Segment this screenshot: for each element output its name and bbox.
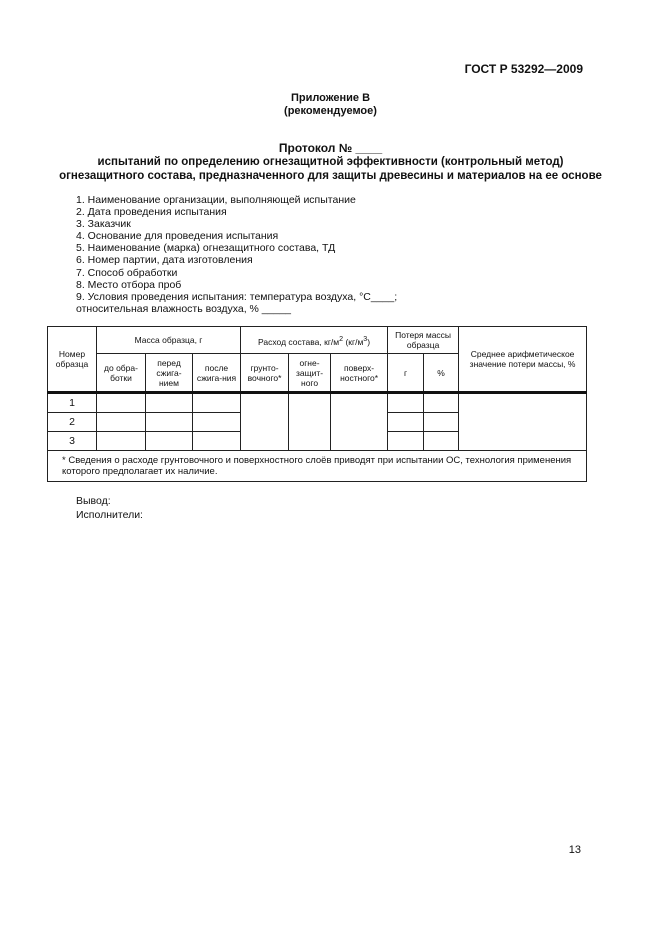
header-cons-primer: грунто-вочного* (241, 354, 289, 393)
header-cons-surface: поверх-ностного* (331, 354, 388, 393)
table-cell (97, 393, 146, 413)
appendix-heading (0, 92, 661, 118)
protocol-title: Протокол № ____ (278, 141, 383, 155)
table-cell (388, 413, 424, 432)
row-number: 3 (48, 432, 97, 451)
condition-item: относительная влажность воздуха, % _____ (76, 302, 292, 315)
table-cell (146, 393, 193, 413)
table-cell (331, 393, 388, 451)
header-sample-mass: Масса образца, г (97, 327, 241, 354)
header-mass-pre-burn: перед сжига-нием (146, 354, 193, 393)
table-cell (388, 432, 424, 451)
header-average-loss: Среднее арифметическое значение потери массы, % (459, 327, 587, 393)
table-cell (424, 432, 459, 451)
table-cell (289, 393, 331, 451)
standard-code: ГОСТ Р 53292—2009 (464, 62, 583, 76)
table-cell (388, 393, 424, 413)
header-mass-post-burn: после сжига-ния (193, 354, 241, 393)
table-cell (97, 413, 146, 432)
table-footnote: * Сведения о расходе грунтовочного и поверхностного слоёв приводят при испытании ОС, технология применения которого предполагает их наличие. (48, 451, 587, 482)
results-table (47, 326, 587, 482)
condition-item: 5. Наименование (марка) огнезащитного состава, ТД (76, 242, 336, 255)
table-cell (193, 413, 241, 432)
header-mass-before: до обра-ботки (97, 354, 146, 393)
test-conditions-list (76, 194, 397, 315)
table-cell (424, 413, 459, 432)
table-cell (241, 393, 289, 451)
table-cell (146, 413, 193, 432)
conclusion-label: Вывод: (76, 495, 111, 507)
header-consumption: Расход состава, $кг/м^2$ $(кг/м^3)$ (241, 327, 388, 354)
protocol-subtitle-2: огнезащитного состава, предназначенного для защиты древесины и материалов на ее основе (59, 170, 602, 182)
condition-item: 4. Основание для проведения испытания (76, 230, 279, 243)
condition-item: 7. Способ обработки (76, 266, 178, 279)
row-number: 2 (48, 413, 97, 432)
table-cell (193, 393, 241, 413)
table-cell (459, 393, 587, 451)
table-cell (146, 432, 193, 451)
table-row (48, 393, 587, 413)
condition-item: 3. Заказчик (76, 218, 131, 231)
header-loss-percent: % (424, 354, 459, 393)
header-loss-grams: г (388, 354, 424, 393)
table-cell (97, 432, 146, 451)
performers-label: Исполнители: (76, 509, 143, 521)
table-cell (424, 393, 459, 413)
condition-item: 8. Место отбора проб (76, 278, 182, 291)
protocol-subtitle-1: испытаний по определению огнезащитной эффективности (контрольный метод) (97, 156, 564, 168)
condition-item: 9. Условия проведения испытания: температура воздуха, °С____; (76, 290, 398, 303)
header-sample-number: Номер образца (48, 327, 97, 393)
page-number: 13 (568, 844, 581, 856)
table-cell (193, 432, 241, 451)
appendix-status: (рекомендуемое) (284, 105, 377, 117)
header-mass-loss: Потеря массы образца (388, 327, 459, 354)
condition-item: 1. Наименование организации, выполняющей испытание (76, 194, 356, 206)
conclusion-block (76, 494, 143, 522)
protocol-heading (0, 141, 661, 183)
appendix-title: Приложение В (290, 92, 371, 104)
row-number: 1 (48, 393, 97, 413)
condition-item: 6. Номер партии, дата изготовления (76, 254, 253, 267)
header-cons-fireproof: огне-защит-ного (289, 354, 331, 393)
condition-item: 2. Дата проведения испытания (76, 206, 227, 219)
